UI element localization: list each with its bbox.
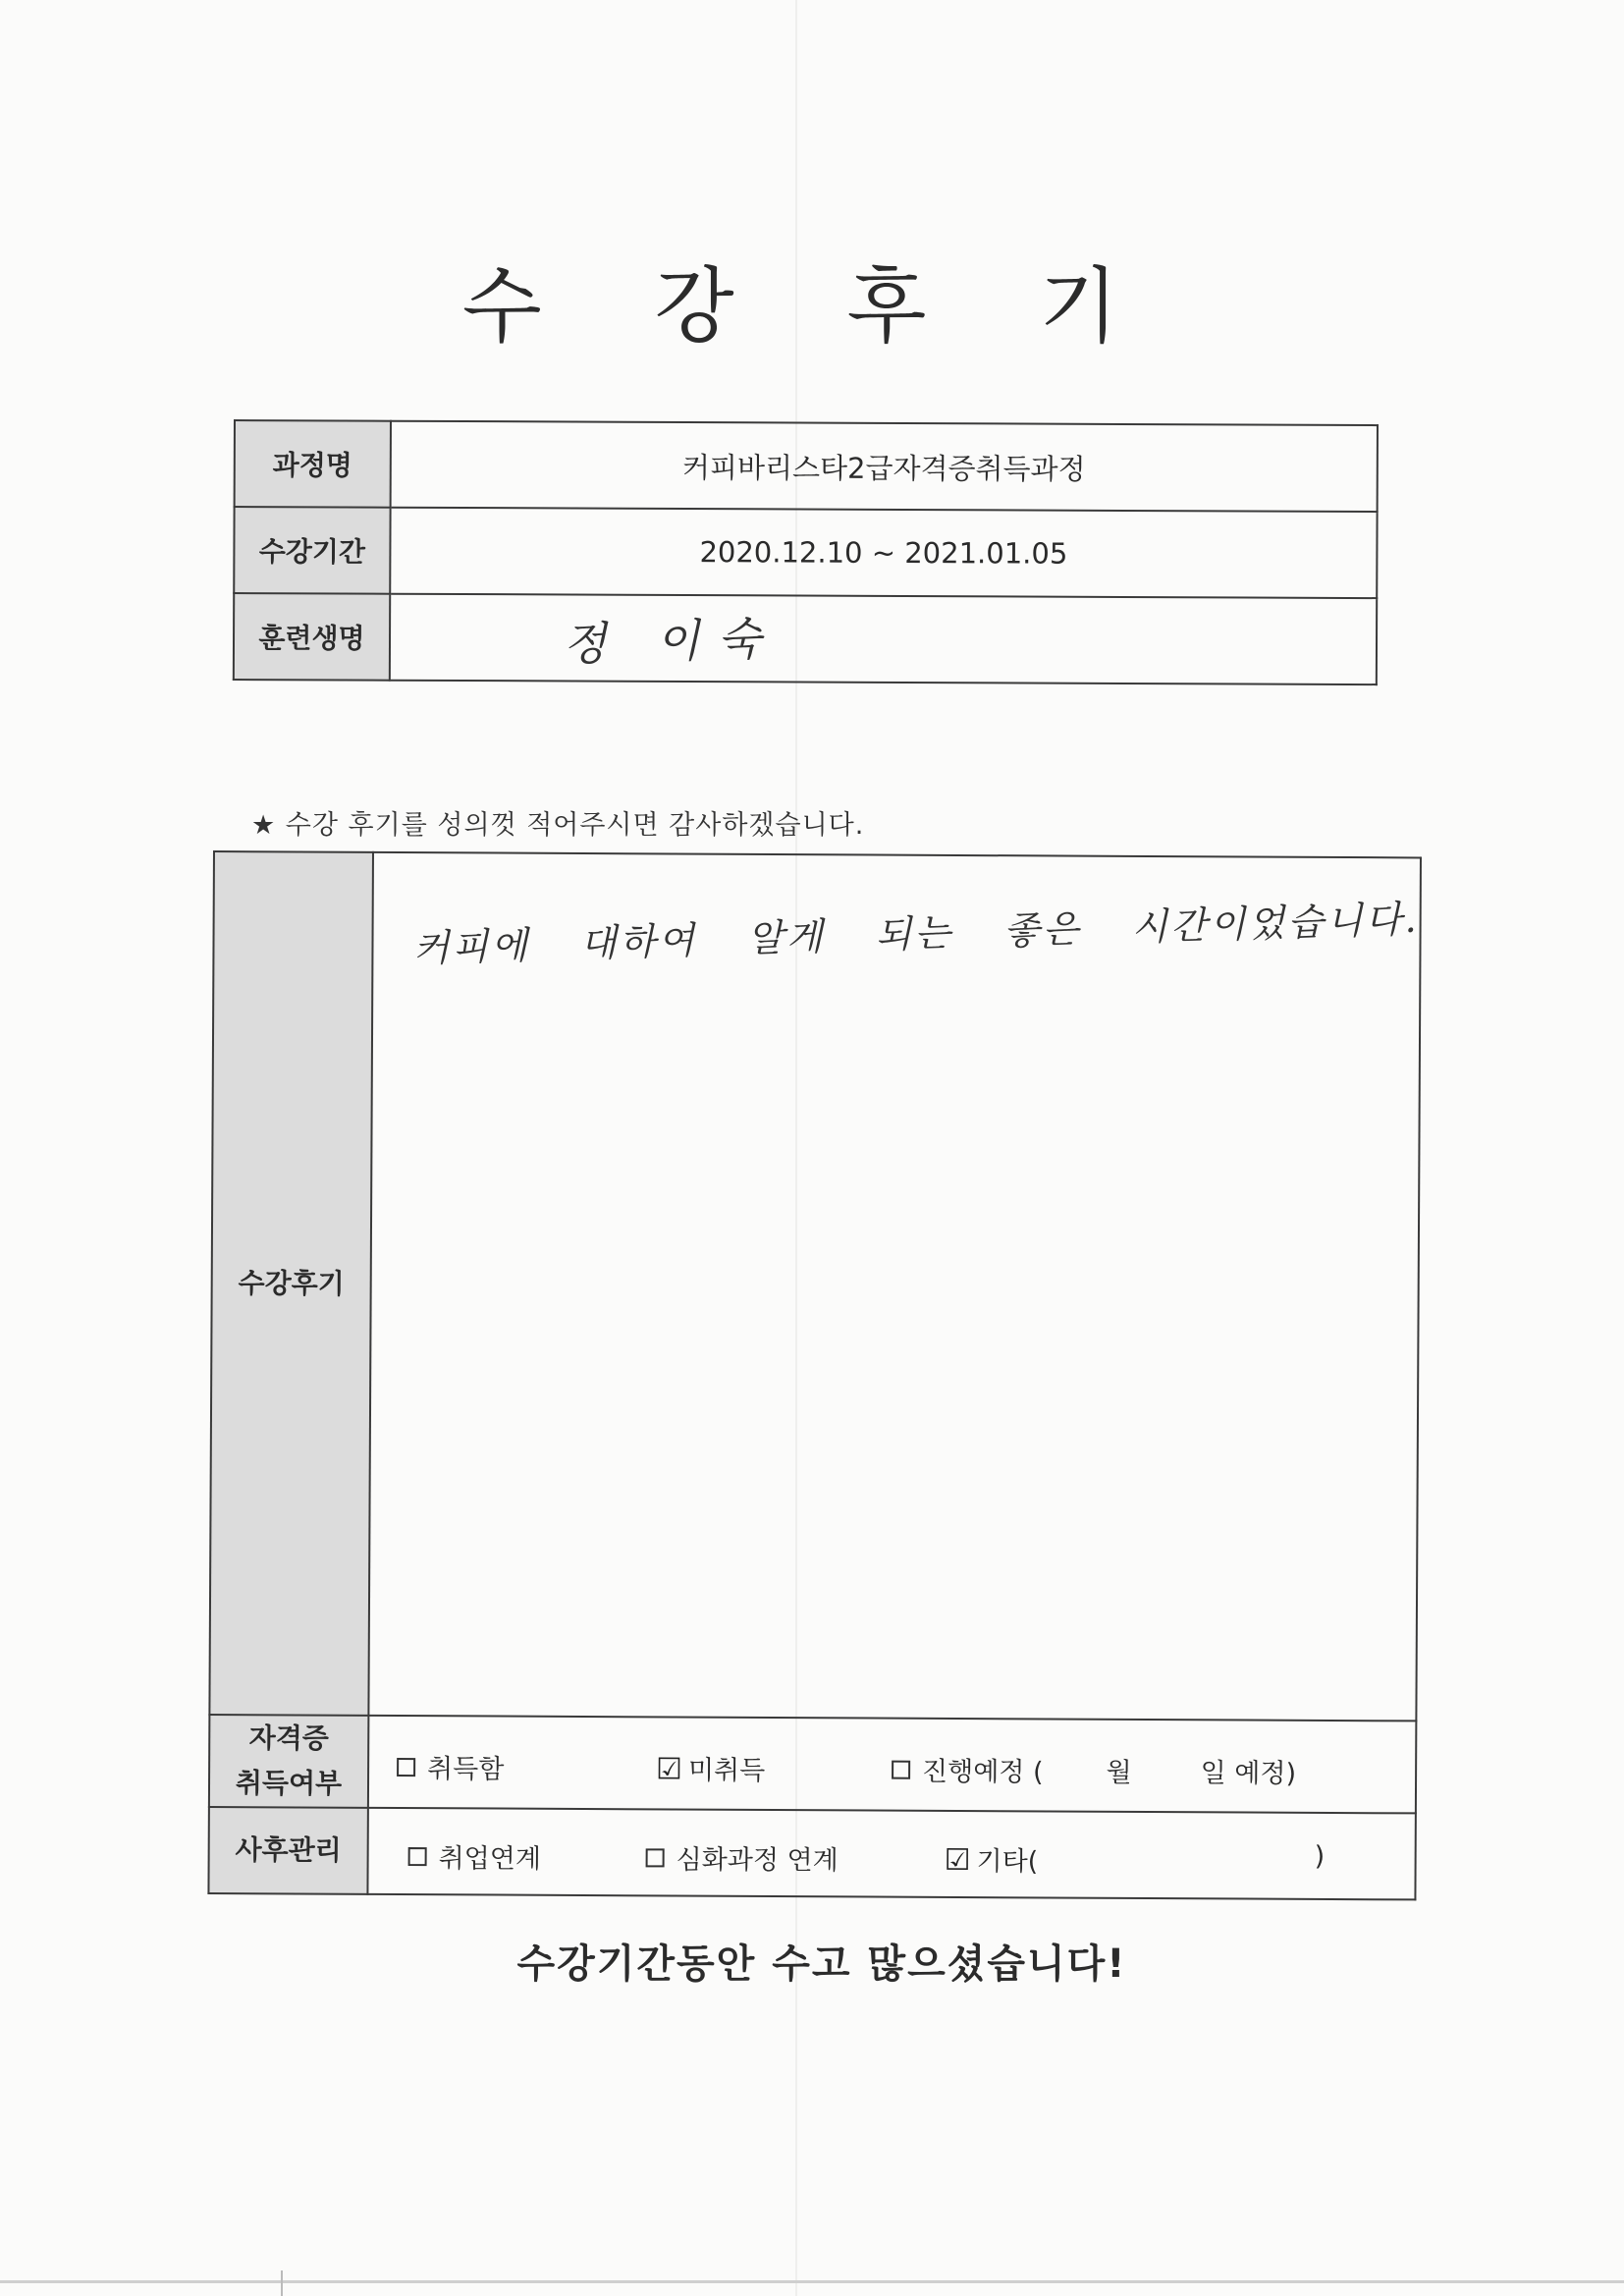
cert-option-acquired-label: 취득함 xyxy=(427,1754,505,1785)
cert-option-acquired[interactable] xyxy=(397,1747,504,1786)
trainee-name-field[interactable] xyxy=(390,594,1377,684)
course-value: 커피바리스타2급자격증취득과정 xyxy=(391,421,1378,512)
cert-option-not-acquired[interactable] xyxy=(656,1748,765,1787)
follow-up-options xyxy=(367,1808,1415,1900)
checkbox-checked-icon[interactable]: ☑ xyxy=(944,1842,971,1879)
cert-option-planned[interactable] xyxy=(892,1750,1296,1790)
certification-label-line1: 자격증 xyxy=(248,1722,329,1755)
review-handwritten-text: 커피에 대하여 알게 되는 좋은 시간이었습니다. xyxy=(412,897,1421,970)
trainee-label: 훈련생명 xyxy=(234,593,390,681)
document-title: 수 강 후 기 xyxy=(461,258,1163,355)
course-info-table xyxy=(233,419,1379,685)
review-text-area[interactable] xyxy=(368,852,1421,1722)
course-label: 과정명 xyxy=(235,420,391,508)
cert-option-planned-label: 진행예정 ( xyxy=(922,1756,1044,1788)
planned-day-label: 일 xyxy=(1200,1758,1226,1789)
period-label: 수강기간 xyxy=(234,507,390,594)
followup-option-other[interactable] xyxy=(945,1839,1039,1879)
checkbox-empty-icon[interactable] xyxy=(408,1847,427,1866)
certification-options xyxy=(368,1716,1416,1814)
followup-other-close: ) xyxy=(1314,1840,1326,1872)
period-row xyxy=(234,507,1377,598)
followup-option-employment-label: 취업연계 xyxy=(438,1843,542,1875)
certification-label-line2: 취득여부 xyxy=(235,1767,343,1800)
follow-up-row xyxy=(208,1807,1415,1899)
followup-option-employment[interactable] xyxy=(408,1836,542,1876)
notice-text: ★ 수강 후기를 성의껏 적어주시면 감사하겠습니다. xyxy=(251,810,865,841)
course-row xyxy=(235,420,1378,512)
follow-up-label: 사후관리 xyxy=(208,1807,367,1894)
review-row xyxy=(209,851,1421,1721)
review-label: 수강후기 xyxy=(209,851,373,1716)
checkbox-empty-icon[interactable] xyxy=(892,1761,910,1779)
followup-option-advanced[interactable] xyxy=(646,1837,839,1877)
trainee-name-handwritten: 정 이숙 xyxy=(562,611,780,672)
closing-message: 수강기간동안 수고 많으셨습니다! xyxy=(516,1941,1127,1987)
planned-month-label: 월 xyxy=(1106,1757,1132,1788)
checkbox-empty-icon[interactable] xyxy=(646,1848,665,1867)
period-value: 2020.12.10 ~ 2021.01.05 xyxy=(390,508,1377,598)
followup-option-other-label: 기타( xyxy=(976,1846,1039,1878)
cert-option-not-acquired-label: 미취득 xyxy=(687,1755,766,1786)
certification-row xyxy=(209,1715,1416,1813)
certification-label xyxy=(209,1715,368,1808)
trainee-row xyxy=(234,593,1377,684)
planned-suffix: 예정) xyxy=(1234,1758,1297,1789)
checkbox-checked-icon[interactable]: ☑ xyxy=(656,1752,683,1787)
followup-option-advanced-label: 심화과정 연계 xyxy=(676,1844,839,1877)
scan-edge-mark xyxy=(281,2270,283,2296)
review-table xyxy=(207,850,1421,1900)
checkbox-empty-icon[interactable] xyxy=(397,1758,415,1777)
scan-edge xyxy=(0,2280,1624,2283)
